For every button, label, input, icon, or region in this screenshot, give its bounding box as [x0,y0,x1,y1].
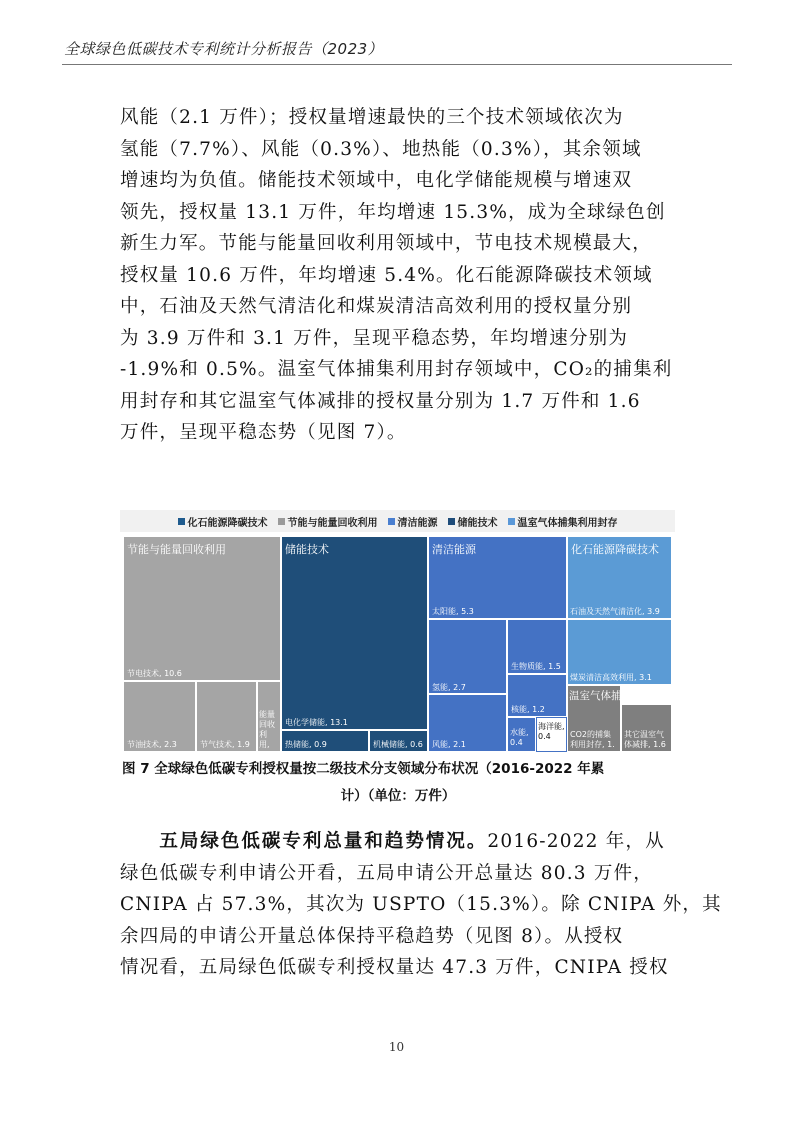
para-line: 情况看，五局绿色低碳专利授权量达 47.3 万件，CNIPA 授权 [120,957,669,978]
para-line: 风能（2.1 万件）；授权量增速最快的三个技术领域依次为 [120,107,624,128]
tile-jiedian [123,536,281,681]
para-line [120,826,675,858]
tile-label-qingneng: 氢能, 2.7 [432,683,466,692]
tile-label-qita: 其它温室气体减排, 1.6 [624,730,666,749]
tile-dianhuaxue [281,536,428,730]
legend-item [448,514,498,529]
tile-label-dianhuaxue: 电化学储能, 13.1 [285,718,348,727]
chart-legend [120,510,675,532]
tile-label-jiedian: 节电技术, 10.6 [127,669,182,678]
paragraph-1 [120,102,675,449]
para-line: 万件，呈现平稳态势（见图 7）。 [120,422,407,443]
legend-label: 温室气体捕集利用封存 [517,517,618,529]
legend-swatch [178,518,185,525]
legend-item [508,514,618,529]
legend-item [178,514,268,529]
para-line: 领先，授权量 13.1 万件，年均增速 15.3%，成为全球绿色创 [120,201,666,223]
group-label-qingjie: 清洁能源 [432,543,476,556]
para-line: CNIPA 占 57.3%，其次为 USPTO（15.3%）。除 CNIPA 外，其 [120,894,722,915]
tile-label-haiyangneng: 海洋能, 0.4 [538,722,565,741]
para-lead-heading: 五局绿色低碳专利总量和趋势情况。 [159,831,488,852]
tile-label-shengwuzhi: 生物质能, 1.5 [511,662,561,671]
group-label-wenshi: 温室气体捕集利用封存 [569,690,674,702]
tile-label-heneng: 核能, 1.2 [511,705,545,714]
tile-label-meitan: 煤炭清洁高效利用, 3.1 [570,673,652,682]
legend-label: 清洁能源 [397,517,438,529]
caption-line-1: 图 7 全球绿色低碳专利授权量按二级技术分支领域分布状况（2016-2022 年累 [122,761,605,777]
tile-label-fengneng: 风能, 2.1 [432,740,466,749]
legend-label: 储能技术 [457,517,498,529]
legend-item [278,514,378,529]
tile-label-rechuneng: 热储能, 0.9 [285,740,327,749]
legend-swatch [388,518,395,525]
tile-label-nengliang: 能量回收利用, 0.8 [259,710,275,759]
para-line: 授权量 10.6 万件，年均增速 5.4%。化石能源降碳技术领域 [120,264,653,286]
para-line: 增速均为负值。储能技术领域中，电化学储能规模与增速双 [120,170,633,191]
legend-swatch [278,518,285,525]
header-divider [62,64,732,65]
tile-label-jieyou: 节油技术, 2.3 [127,740,177,749]
tile-label-shuineng: 水能, 0.4 [510,728,529,747]
legend-label: 化石能源降碳技术 [187,517,268,529]
legend-swatch [508,518,515,525]
page-number: 10 [388,1040,405,1054]
tile-label-jixiechuneng: 机械储能, 0.6 [373,740,423,749]
group-label-jieneng: 节能与能量回收利用 [127,543,226,556]
group-label-chuneng: 储能技术 [285,543,329,556]
para-line: 氢能（7.7%）、风能（0.3%）、地热能（0.3%），其余领域 [120,138,642,160]
tile-label-shiyou: 石油及天然气清洁化, 3.9 [570,607,660,616]
para-line: 用封存和其它温室气体减排的授权量分别为 1.7 万件和 1.6 [120,390,641,412]
caption-line-2: 计）（单位：万件） [340,788,456,804]
para-line-rest: 2016-2022 年，从 [487,831,665,852]
para-line: 中，石油及天然气清洁化和煤炭清洁高效利用的授权量分别 [120,296,633,317]
legend-swatch [448,518,455,525]
para-line: 余四局的申请公开量总体保持平稳趋势（见图 8）。从授权 [120,925,624,947]
para-line: 绿色低碳专利申请公开看，五局申请公开总量达 80.3 万件， [120,862,653,884]
treemap-chart [120,506,675,759]
para-line: -1.9%和 0.5%。温室气体捕集利用封存领域中，CO₂的捕集利 [120,359,673,380]
report-header-title: 全球绿色低碳技术专利统计分析报告（2023） [64,40,384,58]
para-line: 新生力军。节能与能量回收利用领域中，节电技术规模最大， [120,233,652,254]
legend-item [388,514,438,529]
para-line: 为 3.9 万件和 3.1 万件，呈现平稳态势，年均增速分别为 [120,327,629,349]
legend-label: 节能与能量回收利用 [287,517,378,529]
paragraph-2 [120,826,722,984]
tile-label-co2: CO2的捕集利用封存, 1.7 [570,730,615,759]
tile-label-taiyangneng: 太阳能, 5.3 [432,607,474,616]
figure-caption [122,756,674,810]
tile-label-jieqi: 节气技术, 1.9 [200,740,250,749]
group-label-huashi: 化石能源降碳技术 [571,543,659,556]
